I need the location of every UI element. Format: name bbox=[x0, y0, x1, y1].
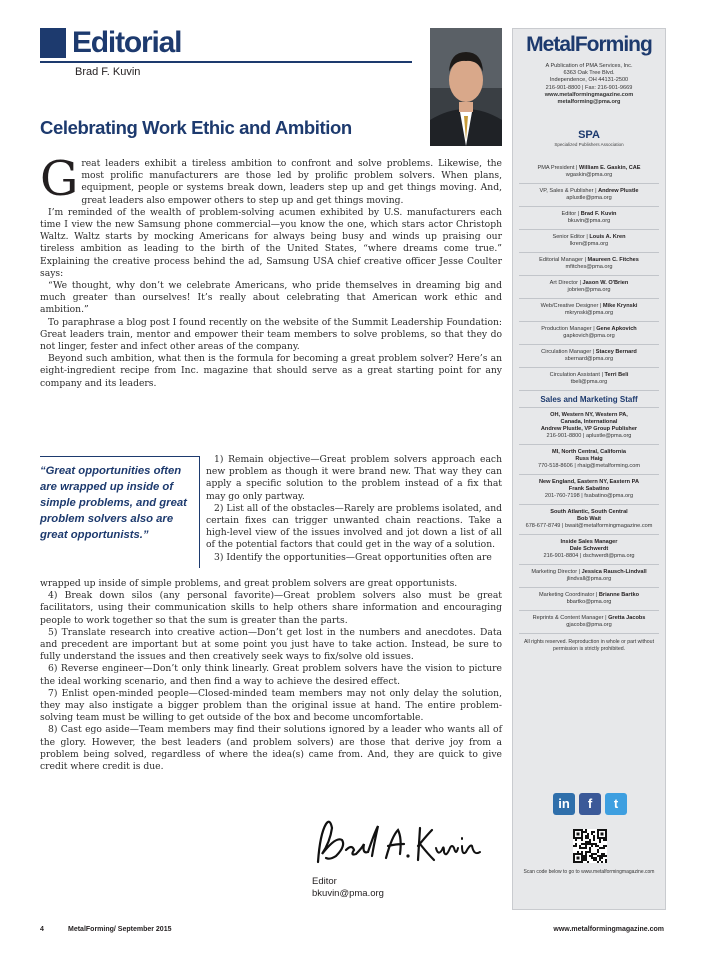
paragraph-3: “We thought, why don’t we celebrate Americans, who pride themselves in dreaming big and much greater than ourselves! It’s really about celebrating that American work ethic and ambition.” bbox=[40, 280, 502, 316]
staff-role: Marketing Director bbox=[531, 569, 578, 575]
staff-role-name bbox=[519, 303, 659, 310]
separator: | bbox=[577, 280, 583, 286]
staff-role-name bbox=[519, 372, 659, 379]
publication-issue: MetalForming/ September 2015 bbox=[68, 926, 172, 933]
sales-contact[interactable]: 216-901-8804 | dschwerdt@pma.org bbox=[543, 553, 635, 559]
staff-contact[interactable]: gapkovich@pma.org bbox=[563, 333, 615, 339]
article-narrow-column bbox=[206, 454, 502, 564]
list-item-1: 1) Remain objective—Great problem solvers approach each new problem as though it were brand new. That way they can apply a specific solution to the problem instead of a fix that may go only partway. bbox=[206, 454, 502, 502]
staff-role-name bbox=[519, 188, 659, 195]
paragraph-1: reat leaders exhibit a tireless ambition to confront and solve problems. Likewise, the most prolific manufacturers are those led by prolific problem solvers. When plans, equipment, people or systems break down, leaders step up and get things moving. And, great leaders also empower others to step up and get things moving. bbox=[81, 158, 502, 206]
header-divider bbox=[40, 61, 412, 63]
staff-contact[interactable]: mkrynski@pma.org bbox=[564, 310, 614, 316]
sales-region: New England, Eastern NY, Eastern PA bbox=[539, 479, 639, 485]
staff-role: Editorial Manager bbox=[539, 257, 583, 263]
staff-list bbox=[519, 161, 659, 658]
staff-entry bbox=[519, 345, 659, 368]
website-link[interactable]: www.metalformingmagazine.com bbox=[544, 91, 634, 98]
author-name: Brad F. Kuvin bbox=[75, 66, 141, 78]
spa-caption: Specialized Publishers Association bbox=[554, 142, 624, 147]
rights-note: All rights reserved. Reproduction in whole or part without permission is strictly prohibited. bbox=[523, 639, 655, 652]
sales-name: Russ Haig bbox=[575, 456, 603, 462]
sales-contact[interactable]: 770-518-8606 | rhaig@metalforming.com bbox=[538, 463, 640, 469]
staff-entry bbox=[519, 253, 659, 276]
sales-name: Frank Sabatino bbox=[568, 486, 610, 492]
sales-contact[interactable]: 678-677-8749 | bwait@metalformingmagazine.com bbox=[525, 523, 653, 529]
staff-role: Art Director bbox=[549, 280, 578, 286]
staff-contact[interactable]: bkuvin@pma.org bbox=[567, 218, 611, 224]
sales-entry bbox=[519, 475, 659, 505]
sales-entry bbox=[519, 445, 659, 475]
staff-name: Jessica Rausch-Lindvall bbox=[581, 569, 647, 575]
separator: | bbox=[582, 257, 588, 263]
magazine-logo: MetalForming bbox=[526, 33, 652, 56]
separator: | bbox=[591, 349, 596, 355]
author-photo bbox=[430, 28, 502, 146]
sales-entry bbox=[519, 505, 659, 535]
sales-region: South Atlantic, South Central bbox=[550, 509, 628, 515]
staff-name: Maureen C. Fitches bbox=[587, 257, 639, 263]
list-item-7: 7) Enlist open-minded people—Closed-minded team members may not only delay the solution, they may also instigate a bigger problem than the original issue at hand. The entire problem-solving team must be willing to get outside of the box and become uncomfortable. bbox=[40, 687, 502, 724]
staff-contact[interactable]: aplustle@pma.org bbox=[566, 195, 612, 201]
staff-role-name bbox=[519, 349, 659, 356]
twitter-icon[interactable]: t bbox=[605, 793, 627, 815]
paragraph-4: To paraphrase a blog post I found recently on the website of the Summit Leadership Foundation: Great leaders train, mentor and empower their team members to solve problems, so that they do not linger, fester and infect other areas of the company. bbox=[40, 316, 502, 353]
staff-role: Web/Creative Designer bbox=[540, 303, 599, 309]
list-item-3a: 3) Identify the opportunities—Great opportunities often are bbox=[214, 551, 492, 563]
separator: | bbox=[593, 188, 599, 194]
sales-title: Andrew Plustle, VP Group Publisher bbox=[540, 426, 638, 432]
separator: | bbox=[574, 165, 580, 171]
sales-heading: Sales and Marketing Staff bbox=[519, 391, 659, 408]
sales-name: Dale Schwerdt bbox=[569, 546, 609, 552]
staff-entry bbox=[519, 184, 659, 207]
list-item-8: 8) Cast ego aside—Team members may find their solutions ignored by a leader who wants all of the glory. However, the best leaders (and problem solvers) are those that derive joy from a problem being solved, regardless of where the idea(s) came from. And, they are quick to give credit where credit is due. bbox=[40, 724, 502, 773]
staff-name: Andrew Plustle bbox=[598, 188, 639, 194]
staff-entry bbox=[519, 611, 659, 634]
staff-role: Marketing Coordinator bbox=[538, 592, 595, 598]
phone-line: 216-901-8800 | Fax: 216-901-9669 bbox=[545, 84, 633, 91]
separator: | bbox=[591, 326, 597, 332]
qr-caption: Scan code below to go to www.metalformingmagazine.com bbox=[523, 869, 655, 875]
staff-entry bbox=[519, 368, 659, 391]
staff-role-name bbox=[519, 326, 659, 333]
staff-name: Louis A. Kren bbox=[589, 234, 626, 240]
masthead-sidebar bbox=[512, 28, 666, 910]
article-intro bbox=[40, 151, 502, 390]
staff-entry bbox=[519, 230, 659, 253]
staff-entry bbox=[519, 161, 659, 184]
address-line: Independence, OH 44131-2500 bbox=[549, 77, 629, 84]
staff-role-name bbox=[519, 165, 659, 172]
staff-contact[interactable]: jobrien@pma.org bbox=[567, 287, 611, 293]
staff-entry bbox=[519, 276, 659, 299]
staff-role-name bbox=[519, 615, 659, 622]
separator: | bbox=[603, 615, 609, 621]
staff-role-name bbox=[519, 280, 659, 287]
publisher-address bbox=[519, 63, 659, 106]
section-title: Editorial bbox=[72, 26, 182, 59]
staff-role: Reprints & Content Manager bbox=[532, 615, 604, 621]
email-link[interactable]: metalforming@pma.org bbox=[557, 99, 621, 106]
staff-name: Brianne Bartko bbox=[598, 592, 639, 598]
staff-name: Gretta Jacobs bbox=[608, 615, 646, 621]
staff-entry bbox=[519, 588, 659, 611]
separator: | bbox=[594, 592, 599, 598]
staff-name: Gene Apkovich bbox=[596, 326, 637, 332]
qr-code[interactable] bbox=[573, 829, 607, 863]
separator: | bbox=[584, 234, 590, 240]
header-accent-block bbox=[40, 28, 66, 58]
drop-cap: G bbox=[40, 151, 79, 207]
list-item-5: 5) Translate research into creative action—Don’t get lost in the numbers and anecdotes. Data and precedent are important but at some point you just have to take action. Instead, be sure to fully understand the issues and then creatively seek ways to fix/solve old issues. bbox=[40, 626, 502, 663]
sales-region: OH, Western NY, Western PA, bbox=[550, 412, 628, 418]
paragraph-2: I’m reminded of the wealth of problem-solving acumen exhibited by U.S. manufacturers each time I view the new Samsung phone commercial—you know the one, which stars actor Christoph Waltz. Waltz starts by mocking Americans for always being busy and winds up praising our tireless ambition as leading to the birth of the United States, “where dreams come true.” Explaining the creative process behind the ad, Samsung USA chief creative officer Jesse Coulter says: bbox=[40, 206, 502, 279]
social-links bbox=[553, 793, 633, 817]
staff-role: Senior Editor bbox=[552, 234, 585, 240]
staff-name: Stacey Bernard bbox=[595, 349, 637, 355]
sales-contact[interactable]: 216-901-8800 | aplustle@pma.org bbox=[546, 433, 632, 439]
sales-contact[interactable]: 201-760-7198 | fsabatino@pma.org bbox=[544, 493, 634, 499]
article-title: Celebrating Work Ethic and Ambition bbox=[40, 117, 352, 138]
staff-contact[interactable]: bbartko@pma.org bbox=[566, 599, 612, 605]
staff-entry bbox=[519, 322, 659, 345]
staff-role: VP, Sales & Publisher bbox=[539, 188, 594, 194]
signoff-role: Editor bbox=[312, 876, 337, 887]
staff-contact[interactable]: sbernard@pma.org bbox=[564, 356, 614, 362]
staff-contact[interactable]: wgaskin@pma.org bbox=[565, 172, 613, 178]
staff-name: Brad F. Kuvin bbox=[580, 211, 617, 217]
staff-entry bbox=[519, 565, 659, 588]
staff-role: Production Manager bbox=[541, 326, 592, 332]
staff-name: Terri Beli bbox=[604, 372, 629, 378]
staff-role: Circulation Assistant bbox=[549, 372, 600, 378]
staff-role-name bbox=[519, 234, 659, 241]
staff-entry bbox=[519, 299, 659, 322]
staff-name: William E. Gaskin, CAE bbox=[579, 165, 641, 171]
staff-name: Jason W. O'Brien bbox=[582, 280, 629, 286]
staff-role-name bbox=[519, 569, 659, 576]
staff-role-name bbox=[519, 257, 659, 264]
editorial-header bbox=[40, 28, 420, 88]
separator: | bbox=[577, 569, 582, 575]
staff-role: Circulation Manager bbox=[541, 349, 592, 355]
list-item-4: 4) Break down silos (any personal favorite)—Great problem solvers also must be great facilitators, using their communication skills to help others share information and encouraging people to work together so that the sum is greater than the parts. bbox=[40, 590, 502, 626]
sales-name: Canada, International bbox=[560, 419, 618, 425]
article-continuation bbox=[40, 578, 502, 773]
staff-contact[interactable]: lkren@pma.org bbox=[569, 241, 609, 247]
staff-contact[interactable]: jlindvall@pma.org bbox=[566, 576, 612, 582]
list-item-2: 2) List all of the obstacles—Rarely are problems isolated, and certain fixes can trigger unwanted chain reactions. Take a high-level view of the issues involved and jot down a list of all of the potential factors that could get in the way of a solution. bbox=[206, 502, 502, 551]
paragraph-5: Beyond such ambition, what then is the formula for becoming a great problem solver? Here’s an eight-ingredient recipe from Inc. magazine that should serve as a great starting point for any company and its leaders. bbox=[40, 353, 502, 389]
list-item-6: 6) Reverse engineer—Don’t only think linearly. Great problem solvers have the vision to picture the ideal working scenario, and then find a way to achieve the desired effect. bbox=[40, 663, 502, 687]
page-number: 4 bbox=[40, 926, 44, 933]
staff-role-name bbox=[519, 211, 659, 218]
handwritten-signature bbox=[312, 814, 492, 874]
list-item-3b: wrapped up inside of simple problems, and great problem solvers are great opportunists. bbox=[40, 578, 458, 589]
sales-name: Bob Wait bbox=[576, 516, 602, 522]
staff-entry bbox=[519, 207, 659, 230]
staff-contact[interactable]: gjacobs@pma.org bbox=[566, 622, 612, 628]
separator: | bbox=[599, 372, 605, 378]
facebook-icon[interactable]: f bbox=[579, 793, 601, 815]
separator: | bbox=[598, 303, 603, 309]
sales-region: Inside Sales Manager bbox=[560, 539, 618, 545]
address-line: A Publication of PMA Services, Inc. bbox=[545, 63, 633, 69]
sales-region: MI, North Central, California bbox=[552, 449, 626, 455]
sales-entry bbox=[519, 535, 659, 565]
address-line: 6363 Oak Tree Blvd. bbox=[563, 70, 615, 77]
pull-quote: “Great opportunities often are wrapped up inside of simple problems, and great problem solvers also are great opportunists.” bbox=[40, 456, 200, 568]
staff-role-name bbox=[519, 592, 659, 599]
signoff bbox=[312, 876, 384, 900]
separator: | bbox=[576, 211, 581, 217]
staff-name: Mike Krynski bbox=[602, 303, 638, 309]
staff-role: Editor bbox=[561, 211, 577, 217]
spa-logo: SPA bbox=[578, 129, 600, 141]
linkedin-icon[interactable]: in bbox=[553, 793, 575, 815]
staff-contact[interactable]: mfitches@pma.org bbox=[565, 264, 613, 270]
signoff-email: bkuvin@pma.org bbox=[312, 888, 384, 899]
staff-contact[interactable]: tbeli@pma.org bbox=[570, 379, 608, 385]
staff-role: PMA President bbox=[537, 165, 575, 171]
footer-url[interactable]: www.metalformingmagazine.com bbox=[553, 926, 664, 933]
sales-entry bbox=[519, 408, 659, 445]
